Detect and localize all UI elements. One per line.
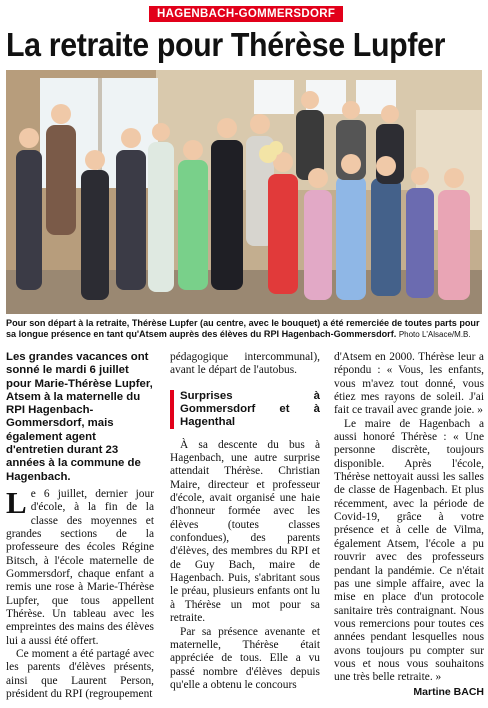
photo-caption: [6, 318, 484, 341]
paragraph-2: Ce moment a été partagé avec les parents d'élèves présents, ainsi que Laurent Person, président du RPI (regroupement: [6, 648, 154, 701]
article-column-2: [170, 351, 320, 692]
article-lead: Les grandes vacances ont sonné le mardi 6 juillet pour Marie-Thérèse Lupfer, Atsem à la maternelle du RPI Hagenbach-Gommersdorf, mais également agent d'entretien durant 23 années à la commune de Hagenbach.: [6, 351, 153, 483]
paragraph-5: Le maire de Hagenbach a aussi honoré Thérèse : « Une personne discrète, toujours disponible. Après l'école, Thérèse nettoyait aussi les salles de classe de Hagenbach. Et plus récemment, avec la période de Covid-19, grâce à votre présence et à celle de Vilma, également Atsem, l'école a pu rouvrir avec des professeurs pendant la pandémie. Ce n'était pas une simple affaire, avec la mise en place d'un protocole sanitaire très contraignant. Nous vous remercions pour toutes ces années pendant lesquelles nous avons toujours pu compter sur vous et nous vous souhaitons une très belle retraite. »: [334, 417, 484, 684]
column-2-spacer: pédagogique intercommunal), avant le départ de l'autobus.: [170, 351, 320, 377]
group-photo-illustration: [6, 70, 482, 314]
headline: La retraite pour Thérèse Lupfer: [6, 26, 446, 63]
author-signature: Martine BACH: [413, 685, 484, 698]
article-column-1: [6, 351, 154, 701]
group-photo: [6, 70, 482, 314]
photo-credit: Photo L'Alsace/M.B.: [398, 330, 471, 340]
paragraph-4: Par sa présence avenante et maternelle, Thérèse était appréciée de tous. Elle a vu passé nombre d'élèves depuis qu'elle a obtenu le concours: [170, 625, 320, 691]
paragraph-1: [6, 484, 154, 648]
article-column-3: [334, 351, 484, 699]
paragraph-3: À sa descente du bus à Hagenbach, une autre surprise attendait Thérèse. Christian Maire, directeur et professeur d'école, avait organisé une haie d'honneur formée avec les élèves (toutes classes confondues), des parents d'élèves, des membres du RPI et de Guy Bach, maire de Hagenbach. Puis, s'abritant sous le préau, plusieurs enfants ont lu à Thérèse un mot pour sa retraite.: [170, 438, 320, 625]
paragraph-1-text: e 6 juillet, dernier jour d'école, à la fin de la classe des moyennes et grandes sections de la professeure des écoles Régine Bitsch, à l'école maternelle de Gommersdorf, chaque enfant a remis une rose à Marie-Thérèse Lupfer, que tous appellent Thérèse. Un tableau avec les empreintes des mains des élèves lui a aussi été offert.: [6, 487, 154, 647]
subheading: Surprises à Gommersdorf et à Hagenthal: [170, 390, 320, 429]
drop-cap: L: [6, 484, 27, 520]
paragraph-4-continued: d'Atsem en 2000. Thérèse leur a répondu : « Vous, les enfants, vous m'avez tout donné, vous étiez mes rayons de soleil. J'ai fait ce travail avec grande joie. »: [334, 351, 484, 417]
caption-text: Pour son départ à la retraite, Thérèse Lupfer (au centre, avec le bouquet) a été remerciée de toutes parts pour sa longue présence en tant qu'Atsem auprès des élèves du RPI Hagenbach-Gommersdorf.: [6, 318, 480, 340]
section-tag: HAGENBACH-GOMMERSDORF: [149, 6, 343, 22]
